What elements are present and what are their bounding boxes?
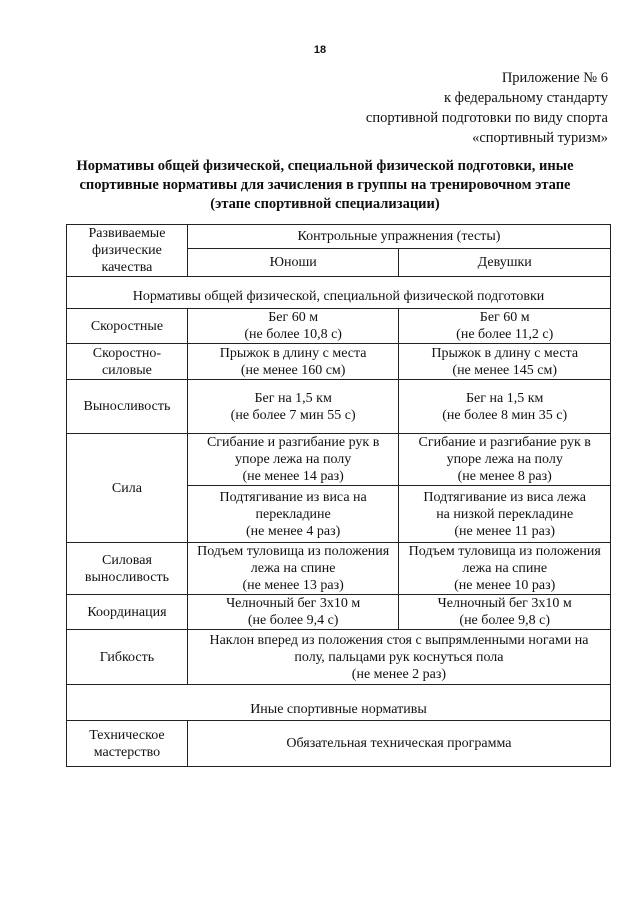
cell-line: (не менее 11 раз)	[454, 523, 556, 539]
cell-line: (не менее 4 раз)	[246, 523, 341, 539]
cell-line: (не более 7 мин 55 с)	[230, 407, 356, 423]
spacer-cell	[67, 685, 611, 699]
cell-line: Сгибание и разгибание рук в	[206, 435, 380, 450]
title-line: спортивные нормативы для зачисления в группы на тренировочном этапе	[79, 177, 571, 193]
cell-line: Бег 60 м	[268, 310, 319, 325]
cell-line: Бег 60 м	[479, 310, 530, 325]
cell-line: лежа на спине	[250, 561, 336, 576]
cell-line: (не более 9,8 с)	[459, 613, 551, 628]
quality-cell	[67, 721, 188, 767]
cell-line: (не более 8 мин 35 с)	[442, 407, 568, 423]
cell-line: мастерство	[93, 744, 161, 760]
quality-cell	[67, 344, 188, 380]
cell-line: силовые	[101, 362, 152, 378]
appendix-line: «спортивный туризм»	[472, 130, 608, 146]
table-row	[67, 630, 611, 685]
cell-line: Бег на 1,5 км	[466, 390, 544, 406]
quality-cell: Сила	[67, 434, 188, 543]
table-spacer-row	[67, 685, 611, 699]
cell-line: Наклон вперед из положения стоя с выпрямленными ногами на	[209, 632, 589, 648]
cell-line: Силовая	[101, 552, 152, 568]
girls-cell	[399, 543, 611, 595]
cell-line: Подтягивание из виса лежа	[423, 489, 586, 505]
table-row	[67, 543, 611, 595]
cell-line: (не менее 13 раз)	[242, 578, 344, 593]
girls-cell	[399, 595, 611, 630]
quality-cell	[67, 543, 188, 595]
boys-cell	[187, 344, 399, 380]
table-row	[67, 434, 611, 486]
cell-line: (не менее 160 см)	[240, 362, 346, 378]
boys-cell	[187, 380, 399, 434]
girls-cell	[399, 344, 611, 380]
header-girls: Девушки	[399, 249, 611, 277]
cell-line: лежа на спине	[462, 561, 548, 576]
table-row	[67, 721, 611, 767]
cell-line: упоре лежа на полу	[446, 452, 563, 467]
title-line: Нормативы общей физической, специальной физической подготовки, иные	[76, 158, 574, 174]
table-spacer-row	[67, 277, 611, 285]
section-row	[67, 699, 611, 721]
spacer-cell	[67, 277, 611, 285]
cell-line: Бег на 1,5 км	[254, 390, 332, 406]
header-qualities: Развиваемые физические качества	[67, 225, 188, 277]
cell-line: Прыжок в длину с места	[431, 345, 579, 361]
cell-line: (не более 11,2 с)	[456, 327, 554, 342]
table-header-row	[67, 225, 611, 249]
quality-cell: Гибкость	[67, 630, 188, 685]
section-heading: Иные спортивные нормативы	[67, 699, 611, 721]
boys-cell	[187, 486, 399, 543]
cell-line: (не менее 8 раз)	[457, 469, 552, 484]
standards-table	[66, 224, 611, 767]
page-number: 18	[313, 44, 327, 56]
cell-line: (не менее 10 раз)	[454, 578, 556, 593]
section-row	[67, 285, 611, 309]
cell-line: перекладине	[255, 506, 331, 522]
girls-cell	[399, 309, 611, 344]
cell-line: Скоростно-	[92, 345, 162, 361]
cell-line: полу, пальцами рук коснуться пола	[294, 649, 504, 665]
cell-line: (не менее 145 см)	[452, 362, 558, 378]
girls-cell	[399, 486, 611, 543]
boys-cell	[187, 543, 399, 595]
both-cell	[187, 630, 610, 685]
table-row	[67, 380, 611, 434]
quality-cell: Выносливость	[67, 380, 188, 434]
cell-line: (не менее 14 раз)	[242, 469, 344, 484]
cell-line: (не более 10,8 с)	[244, 327, 342, 342]
cell-line: Челночный бег 3х10 м	[437, 596, 572, 611]
cell-line: (не менее 2 раз)	[351, 666, 447, 682]
girls-cell	[399, 434, 611, 486]
cell-line: Челночный бег 3х10 м	[226, 596, 361, 611]
quality-cell: Координация	[67, 595, 188, 630]
appendix-line: Приложение № 6	[501, 70, 608, 86]
section-heading: Нормативы общей физической, специальной физической подготовки	[67, 285, 611, 309]
cell-line: Подъем туловища из положения	[197, 544, 390, 559]
boys-cell	[187, 309, 399, 344]
boys-cell	[187, 595, 399, 630]
cell-line: на низкой перекладине	[436, 506, 574, 522]
table-row	[67, 595, 611, 630]
boys-cell	[187, 434, 399, 486]
title-line: (этапе спортивной специализации)	[210, 196, 440, 212]
cell-line: Прыжок в длину с места	[219, 345, 367, 361]
appendix-block	[366, 68, 608, 148]
header-tests: Контрольные упражнения (тесты)	[187, 225, 610, 249]
cell-line: упоре лежа на полу	[235, 452, 352, 467]
table-row	[67, 344, 611, 380]
header-boys: Юноши	[187, 249, 399, 277]
cell-line: Сгибание и разгибание рук в	[418, 435, 591, 450]
document-title	[60, 157, 590, 214]
appendix-line: спортивной подготовки по виду спорта	[365, 110, 608, 126]
cell-line: Техническое	[89, 727, 165, 743]
table-row	[67, 309, 611, 344]
quality-cell: Скоростные	[67, 309, 188, 344]
cell-line: Подтягивание из виса на	[219, 489, 367, 505]
appendix-line: к федеральному стандарту	[444, 90, 608, 106]
cell-line: выносливость	[84, 569, 169, 585]
both-cell: Обязательная техническая программа	[187, 721, 610, 767]
girls-cell	[399, 380, 611, 434]
cell-line: (не более 9,4 с)	[247, 613, 339, 628]
cell-line: Подъем туловища из положения	[408, 544, 601, 559]
